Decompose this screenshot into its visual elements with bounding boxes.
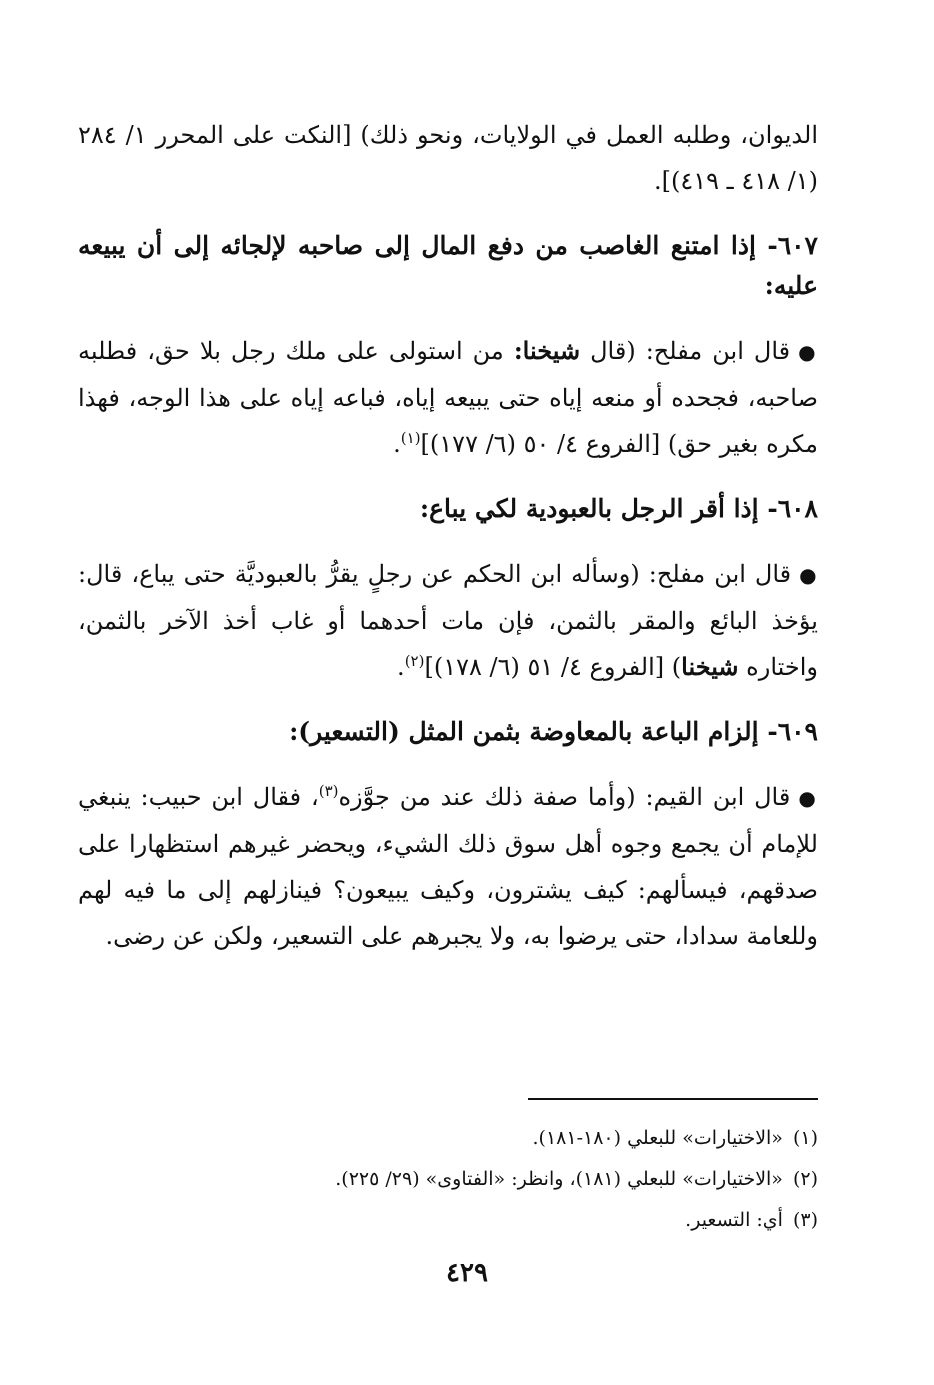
bullet-icon: ●	[798, 340, 818, 364]
footnotes	[118, 1118, 818, 1241]
bold-phrase: شيخنا	[681, 652, 739, 681]
paragraph-body: ) [الفروع ٤/ ٥١ (٦/ ١٧٨)]	[424, 653, 682, 681]
section-paragraph	[78, 774, 818, 959]
footnote-number: (٢)	[792, 1168, 818, 1190]
bullet-icon: ●	[799, 563, 818, 587]
footnote-ref[interactable]: (١)	[400, 429, 421, 447]
section-paragraph	[78, 551, 818, 690]
page-number: ٤٢٩	[446, 1258, 488, 1288]
section-608	[78, 489, 818, 690]
bold-phrase: شيخنا:	[513, 336, 581, 365]
section-heading: ٦٠٧- إذا امتنع الغاصب من دفع المال إلى صاحبه لإلجائه إلى أن يبيعه عليه:	[78, 231, 818, 300]
section-heading: ٦٠٨- إذا أقر الرجل بالعبودية لكي يباع:	[419, 494, 818, 523]
page-body	[78, 112, 818, 981]
footnote-number: (١)	[792, 1127, 818, 1149]
section-paragraph	[78, 328, 818, 467]
paragraph-lead: قال ابن مفلح: (قال	[580, 337, 791, 365]
footnote-divider	[528, 1098, 818, 1100]
footnote-item	[118, 1200, 818, 1241]
paragraph-end: .	[393, 430, 401, 458]
paragraph-lead: قال ابن مفلح: (وسأله ابن الحكم عن رجلٍ يقرُّ بالعبوديَّة حتى يباع، قال: يؤخذ البائع والمقر بالثمن، فإن مات أحدهما أو غاب أخذ الآخر بالثمن، واختاره	[78, 560, 818, 681]
footnote-text: «الاختيارات» للبعلي (١٨٠-١٨١).	[532, 1127, 783, 1149]
footnote-ref[interactable]: (٢)	[404, 652, 425, 670]
section-609	[78, 712, 818, 959]
footnote-number: (٣)	[792, 1209, 818, 1231]
bullet-icon: ●	[798, 786, 818, 810]
section-heading: ٦٠٩- إلزام الباعة بالمعاوضة بثمن المثل (التسعير):	[289, 717, 818, 746]
paragraph-body: من استولى على ملك رجل بلا حق، فطلبه صاحبه، فجحده أو منعه إياه حتى يبيعه إياه، فباعه إياه على هذا الوجه، فهذا مكره بغير حق) [الفروع ٤/ ٥٠ (٦/ ١٧٧)]	[78, 337, 818, 458]
paragraph-body: ، فقال ابن حبيب: ينبغي للإمام أن يجمع وجوه أهل سوق ذلك الشيء، ويحضر غيرهم استظهارا على صدقهم، فيسألهم: كيف يشترون، وكيف يبيعون؟ فينازلهم إلى ما فيه لهم وللعامة سدادا، حتى يرضوا به، ولا يجبرهم على التسعير، ولكن عن رضى.	[78, 783, 818, 950]
section-607	[78, 226, 818, 467]
footnote-text: «الاختيارات» للبعلي (١٨١)، وانظر: «الفتاوى» (٢٩/ ٢٢٥).	[335, 1168, 783, 1190]
paragraph-end: .	[397, 653, 405, 681]
intro-paragraph: الديوان، وطلبه العمل في الولايات، ونحو ذلك) [النكت على المحرر ١/ ٢٨٤ (١/ ٤١٨ ـ ٤١٩)].	[78, 121, 818, 195]
paragraph-lead: قال ابن القيم: (وأما صفة ذلك عند من جوَّزه	[338, 783, 791, 811]
footnote-item	[118, 1159, 818, 1200]
footnote-item	[118, 1118, 818, 1159]
footnote-text: أي: التسعير.	[685, 1209, 783, 1231]
footnote-ref[interactable]: (٣)	[318, 782, 339, 800]
